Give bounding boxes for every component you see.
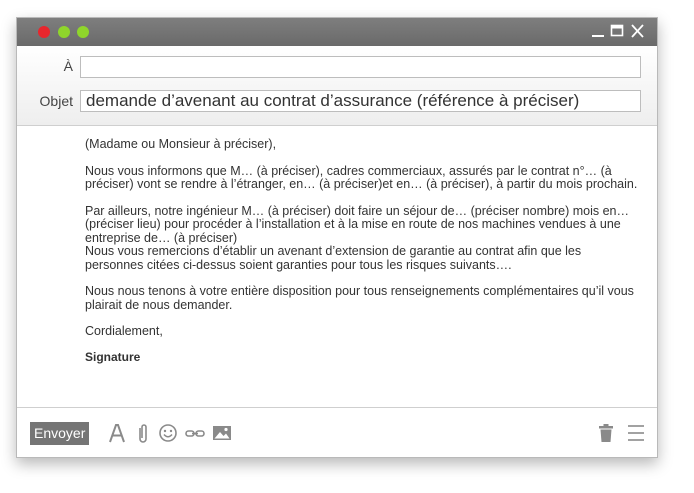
greeting: (Madame ou Monsieur à préciser), [85, 137, 277, 151]
subject-label: Objet [39, 93, 73, 109]
link-icon[interactable] [184, 421, 206, 445]
trash-icon[interactable] [595, 421, 617, 445]
emoji-icon[interactable] [157, 421, 179, 445]
paragraph-2 [85, 205, 641, 273]
zoom-dot[interactable] [77, 26, 89, 38]
menu-icon[interactable] [625, 421, 647, 445]
title-bar [17, 18, 657, 46]
attachment-icon[interactable] [132, 421, 154, 445]
paragraph-1: Nous vous informons que M… (à préciser), cadres commerciaux, assurés par le contrat n°… (à préciser) vont se rendre à l’étranger, en… (à préciser)et en… (à préciser), à partir du mois prochain. [85, 163, 638, 191]
paragraph-2-line-2: Nous vous remercions d’établir un avenant d’extension de garantie au contrat afin que les personnes citées ci-dessus soient garanties pour tous les risques suivants…. [85, 244, 582, 272]
to-label: À [63, 58, 73, 74]
subject-input[interactable] [80, 90, 641, 112]
paragraph-3: Nous nous tenons à votre entière disposition pour tous renseignements complémentaires qu’il vous plairait de nous demander. [85, 284, 634, 312]
paragraph-2-line-1: Par ailleurs, notre ingénieur M… (à préciser) doit faire un séjour de… (préciser nombre) mois en… (préciser lieu) pour procéder à l’installation et à la mise en route de nos machines vendues à une entreprise de… (à préciser) [85, 203, 629, 245]
minimize-dot[interactable] [58, 26, 70, 38]
send-button[interactable]: Envoyer [30, 422, 89, 445]
image-icon[interactable] [211, 421, 233, 445]
maximize-icon[interactable] [608, 22, 626, 40]
message-header [17, 46, 657, 126]
minimize-icon[interactable] [589, 22, 607, 40]
compose-toolbar [17, 407, 657, 458]
compose-window [16, 17, 658, 458]
closing: Cordialement, [85, 324, 163, 338]
close-dot[interactable] [38, 26, 50, 38]
to-input[interactable] [80, 56, 641, 78]
text-format-icon[interactable] [106, 421, 128, 445]
message-body[interactable] [85, 138, 641, 377]
signature: Signature [85, 349, 141, 364]
close-icon[interactable] [628, 22, 646, 40]
